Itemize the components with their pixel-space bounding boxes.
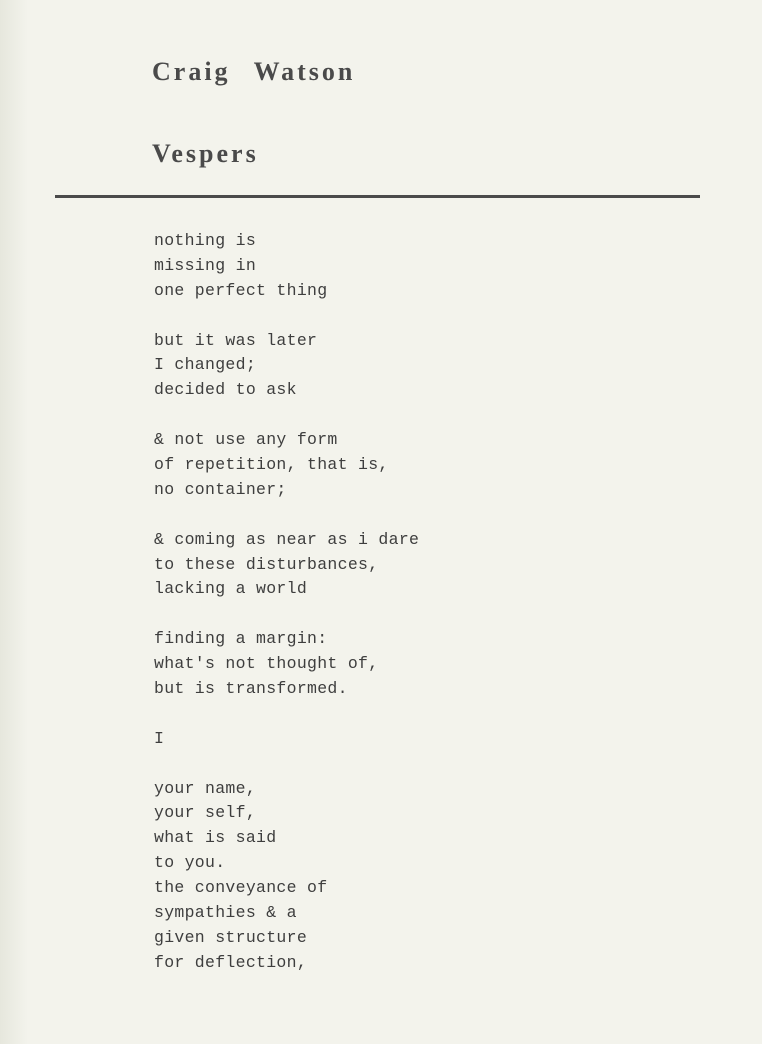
poem-title: Vespers (152, 139, 259, 168)
stanza-2 (154, 329, 419, 404)
stanza-1 (154, 229, 419, 304)
author-name: Craig Watson (152, 57, 356, 86)
poem-line: for deflection, (154, 952, 308, 972)
poem-line: sympathies & a (154, 903, 297, 923)
poem-line: finding a margin: (154, 629, 328, 649)
title-divider (55, 195, 700, 198)
stanza-6 (154, 777, 419, 976)
poem-line: nothing is (154, 231, 257, 250)
poem-line: & not use any form (154, 430, 338, 450)
poem-line: I changed; (154, 355, 257, 375)
poem-line: & coming as near as i dare (154, 529, 420, 549)
stanza-5 (154, 627, 419, 702)
stanza-4 (154, 528, 419, 603)
poem-line: to these disturbances, (154, 554, 379, 574)
poem-body (154, 229, 419, 976)
stanza-3 (154, 428, 419, 503)
page-edge-shadow (0, 0, 28, 1044)
poem-line: lacking a world (154, 579, 308, 599)
poem-line: what is said (154, 828, 277, 848)
poem-line: to you. (154, 853, 226, 873)
poem-line: the conveyance of (154, 878, 328, 898)
poem-line: but it was later (154, 330, 318, 350)
poem-line: what's not thought of, (154, 654, 379, 674)
poem-line: your self, (154, 803, 257, 823)
poem-line: but is transformed. (154, 679, 348, 699)
poem-line: of repetition, that is, (154, 455, 389, 475)
poem-line: given structure (154, 927, 308, 947)
poem-line: no container; (154, 479, 287, 499)
section-marker (154, 727, 419, 752)
poem-line: your name, (154, 778, 257, 798)
poem-line: missing in (154, 255, 257, 275)
poem-line: one perfect thing (154, 280, 328, 300)
section-number: I (154, 728, 165, 748)
poem-line: decided to ask (154, 380, 297, 400)
